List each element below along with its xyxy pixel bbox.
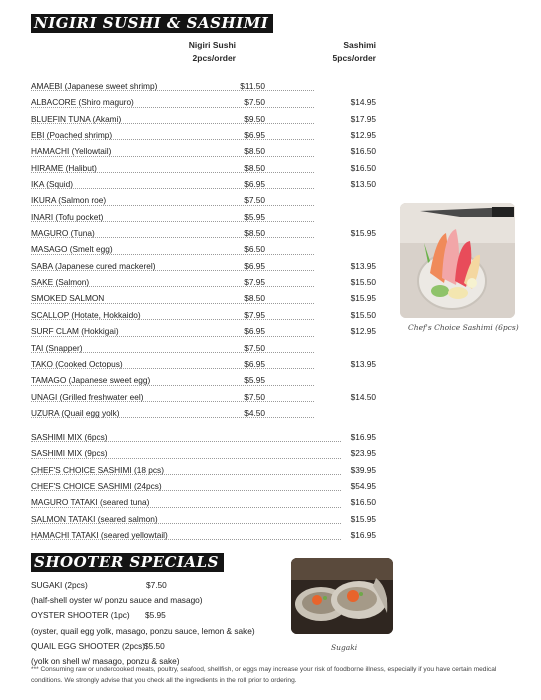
menu-item-name: ALBACORE (Shiro maguro): [31, 97, 134, 108]
menu-item-row: [31, 127, 376, 143]
menu-item-name: AMAEBI (Japanese sweet shrimp): [31, 81, 158, 91]
menu-item-name: TAMAGO (Japanese sweet egg): [31, 375, 151, 386]
sashimi-price: $15.50: [350, 277, 376, 288]
column-header-sashimi: [300, 39, 376, 65]
sashimi-price: $15.95: [350, 228, 376, 239]
nigiri-price: $7.50: [244, 195, 265, 206]
menu-item-row: [31, 323, 376, 339]
combo-price: $39.95: [350, 464, 376, 475]
shooter-name: SUGAKI (2pcs): [31, 580, 88, 590]
menu-item-row: [31, 290, 376, 306]
sashimi-price: $15.50: [350, 309, 376, 320]
sashimi-price: $13.95: [350, 358, 376, 369]
combo-item-name: MAGURO TATAKI (seared tuna): [31, 497, 150, 508]
menu-item-name: SURF CLAM (Hokkigai): [31, 326, 119, 337]
menu-item-row: [31, 160, 376, 176]
nigiri-price: $6.95: [244, 179, 265, 190]
combo-item-row: [31, 527, 376, 543]
menu-item-name: MAGURO (Tuna): [31, 228, 95, 239]
sugaki-photo-caption: Sugaki: [331, 643, 358, 652]
column-header-sashimi-line1: Sashimi: [343, 40, 376, 50]
menu-item-name: EBI (Poached shrimp): [31, 130, 113, 141]
sashimi-photo-caption: Chef's Choice Sashimi (6pcs): [408, 323, 519, 332]
combo-item-name: SALMON TATAKI (seared salmon): [31, 513, 158, 524]
nigiri-price: $11.50: [240, 81, 265, 91]
shooter-item: [31, 608, 255, 623]
sashimi-plate-image: [400, 203, 515, 318]
shooter-price: $5.95: [145, 610, 166, 621]
menu-item-row: [31, 405, 376, 421]
menu-item-row: [31, 356, 376, 372]
menu-item-name: HIRAME (Halibut): [31, 162, 97, 173]
nigiri-price: $6.95: [244, 130, 265, 141]
sashimi-price: $14.95: [350, 97, 376, 108]
nigiri-price: $8.50: [244, 162, 265, 173]
menu-item-row: [31, 94, 376, 110]
shooter-item: [31, 639, 255, 654]
section-title-shooter: SHOOTER SPECIALS: [31, 553, 224, 572]
menu-item-name: IKA (Squid): [31, 179, 73, 190]
combo-price: $16.95: [350, 432, 376, 442]
shooter-list: [31, 578, 255, 669]
menu-item-row: [31, 111, 376, 127]
menu-item-row: [31, 241, 376, 257]
menu-item-row: [31, 340, 376, 356]
nigiri-price: $4.50: [244, 407, 265, 418]
menu-item-row: [31, 389, 376, 405]
combo-item-name: CHEF'S CHOICE SASHIMI (18 pcs): [31, 464, 164, 475]
menu-item-row: [31, 176, 376, 192]
combo-item-name: HAMACHI TATAKI (seared yellowtail): [31, 530, 168, 541]
combo-item-name: CHEF'S CHOICE SASHIMI (24pcs): [31, 481, 162, 492]
food-safety-disclaimer: *** Consuming raw or undercooked meats, poultry, seafood, shellfish, or eggs may increase your risk of foodborne illness, especially if you have certain medical conditions. We strongly advise that you check all the ingredients in the roll prior to ordering.: [31, 666, 497, 684]
sashimi-price: $12.95: [350, 130, 376, 141]
menu-list-combos: [31, 429, 376, 543]
combo-price: $16.50: [350, 497, 376, 508]
nigiri-price: $5.95: [244, 375, 265, 386]
combo-item-row: [31, 445, 376, 461]
menu-item-name: IKURA (Salmon roe): [31, 195, 107, 206]
nigiri-price: $7.95: [244, 309, 265, 320]
menu-item-name: INARI (Tofu pocket): [31, 211, 104, 222]
menu-item-name: MASAGO (Smelt egg): [31, 244, 113, 255]
nigiri-price: $6.50: [244, 244, 265, 255]
sashimi-photo: [400, 203, 515, 318]
oyster-image: [291, 558, 393, 634]
nigiri-price: $7.50: [244, 391, 265, 402]
nigiri-price: $8.50: [244, 146, 265, 157]
combo-item-row: [31, 462, 376, 478]
menu-item-name: SCALLOP (Hotate, Hokkaido): [31, 309, 141, 320]
shooter-description: (yolk on shell w/ masago, ponzu & sake): [31, 656, 180, 667]
combo-item-row: [31, 494, 376, 510]
column-header-nigiri-line2: 2pcs/order: [192, 53, 236, 63]
menu-item-name: SMOKED SALMON: [31, 293, 105, 304]
nigiri-price: $9.50: [244, 113, 265, 124]
combo-price: $16.95: [350, 530, 376, 541]
menu-item-row: [31, 209, 376, 225]
menu-item-row: [31, 258, 376, 274]
menu-item-name: UZURA (Quail egg yolk): [31, 407, 120, 418]
sashimi-price: $14.50: [350, 391, 376, 402]
column-header-nigiri: [170, 39, 236, 65]
sashimi-price: $13.50: [350, 179, 376, 190]
sugaki-photo: [291, 558, 393, 634]
sashimi-price: $12.95: [350, 326, 376, 337]
menu-item-row: [31, 78, 376, 94]
shooter-price: $5.50: [144, 640, 165, 651]
leader-dots: [31, 188, 314, 189]
sashimi-price: $16.50: [350, 162, 376, 173]
menu-item-row: [31, 192, 376, 208]
menu-item-row: [31, 274, 376, 290]
menu-list-nigiri-sashimi: [31, 78, 376, 421]
menu-item-name: SAKE (Salmon): [31, 277, 90, 288]
nigiri-price: $6.95: [244, 260, 265, 271]
shooter-price: $7.50: [146, 580, 167, 590]
menu-item-name: HAMACHI (Yellowtail): [31, 146, 112, 157]
menu-item-row: [31, 307, 376, 323]
combo-price: $15.95: [350, 513, 376, 524]
sashimi-price: $13.95: [350, 260, 376, 271]
nigiri-price: $6.95: [244, 358, 265, 369]
shooter-description: (oyster, quail egg yolk, masago, ponzu sauce, lemon & sake): [31, 625, 255, 636]
section-title-nigiri: NIGIRI SUSHI & SASHIMI: [31, 14, 273, 33]
combo-price: $54.95: [350, 481, 376, 492]
menu-item-name: SABA (Japanese cured mackerel): [31, 260, 156, 271]
combo-item-row: [31, 511, 376, 527]
nigiri-price: $7.95: [244, 277, 265, 288]
sashimi-price: $16.50: [350, 146, 376, 157]
menu-item-name: BLUEFIN TUNA (Akami): [31, 113, 122, 124]
shooter-description: (half-shell oyster w/ ponzu sauce and masago): [31, 595, 203, 606]
combo-item-row: [31, 478, 376, 494]
menu-item-row: [31, 143, 376, 159]
sashimi-price: $15.95: [350, 293, 376, 304]
column-header-nigiri-line1: Nigiri Sushi: [188, 40, 236, 50]
shooter-item: [31, 578, 255, 593]
nigiri-price: $7.50: [244, 342, 265, 353]
nigiri-price: $8.50: [244, 293, 265, 304]
combo-item-name: SASHIMI MIX (6pcs): [31, 432, 108, 442]
shooter-name: OYSTER SHOOTER (1pc): [31, 610, 130, 621]
menu-item-name: UNAGI (Grilled freshwater eel): [31, 391, 144, 402]
sashimi-price: $17.95: [350, 113, 376, 124]
nigiri-price: $7.50: [244, 97, 265, 108]
menu-item-name: TAI (Snapper): [31, 342, 83, 353]
menu-item-name: TAKO (Cooked Octopus): [31, 358, 123, 369]
combo-price: $23.95: [350, 448, 376, 459]
nigiri-price: $5.95: [244, 211, 265, 222]
combo-item-name: SASHIMI MIX (9pcs): [31, 448, 108, 459]
shooter-name: QUAIL EGG SHOOTER (2pcs): [31, 640, 146, 651]
menu-item-row: [31, 372, 376, 388]
column-header-sashimi-line2: 5pcs/order: [332, 53, 376, 63]
nigiri-price: $6.95: [244, 326, 265, 337]
combo-item-row: [31, 429, 376, 445]
nigiri-price: $8.50: [244, 228, 265, 239]
menu-item-row: [31, 225, 376, 241]
